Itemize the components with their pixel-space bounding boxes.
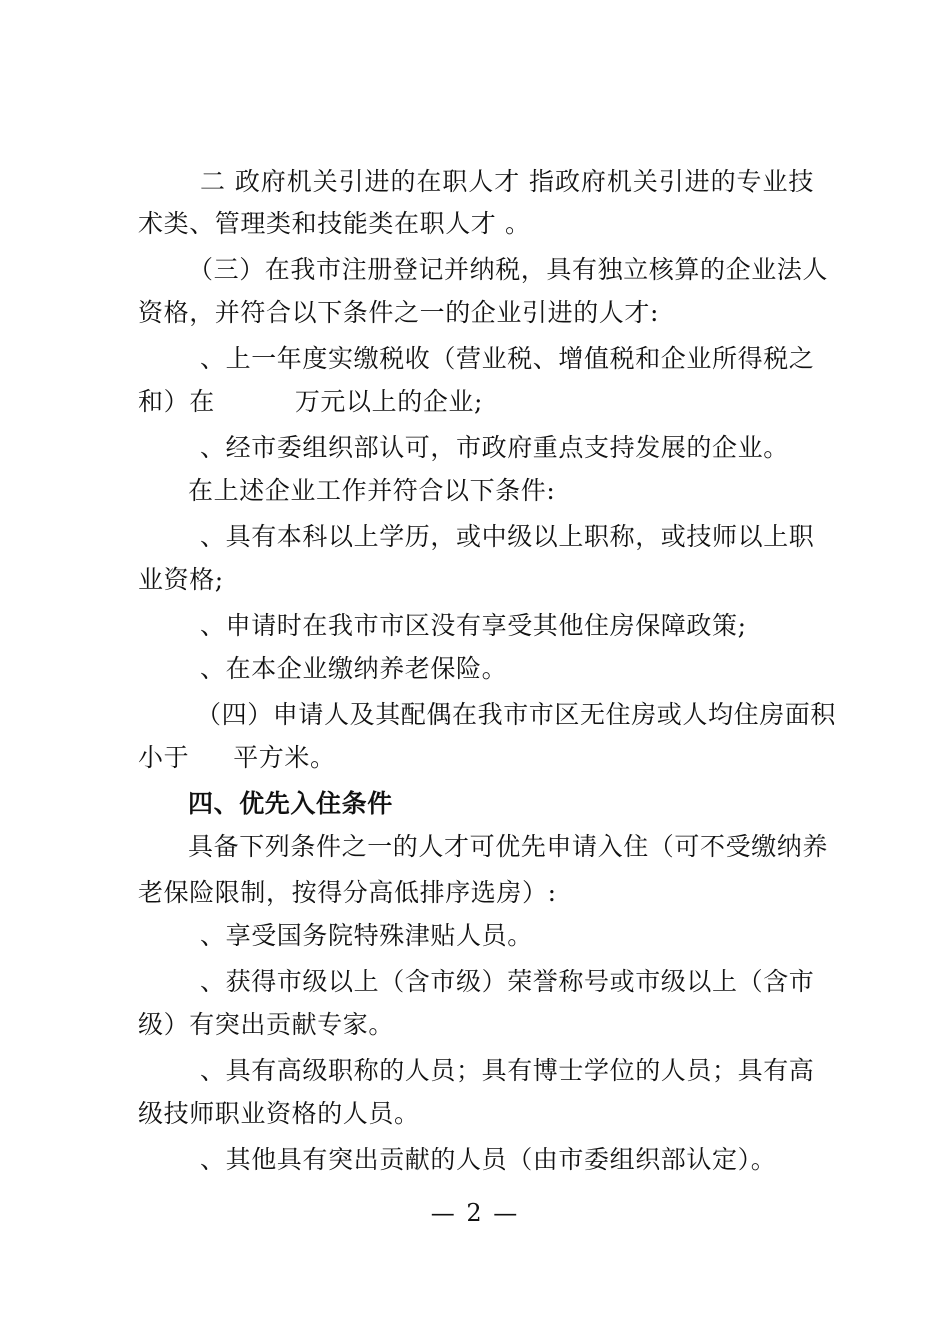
text-line: 、享受国务院特殊津贴人员。 (200, 921, 533, 950)
text-line: 、申请时在我市市区没有享受其他住房保障政策; (200, 611, 747, 640)
text-line: 小于 平方米。 (138, 743, 336, 772)
text-line: 、其他具有突出贡献的人员（由市委组织部认定）。 (200, 1145, 777, 1174)
text-line: 和）在 万元以上的企业; (138, 387, 484, 416)
text-line: 、在本企业缴纳养老保险。 (200, 654, 508, 683)
text-line: 资格，并符合以下条件之一的企业引进的人才: (138, 298, 660, 327)
text-line: 、获得市级以上（含市级）荣誉称号或市级以上（含市 (200, 967, 815, 996)
text-line: 级）有突出贡献专家。 (138, 1010, 395, 1039)
text-line: 、具有本科以上学历，或中级以上职称，或技师以上职 (200, 522, 815, 551)
text-line: （四）申请人及其配偶在我市市区无住房或人均住房面积 (196, 700, 837, 729)
page-number: — 2 — (430, 1199, 520, 1227)
text-line: 二 政府机关引进的在职人才 指政府机关引进的专业技 (200, 167, 814, 196)
text-line: 级技师职业资格的人员。 (138, 1099, 420, 1128)
text-line: （三）在我市注册登记并纳税，具有独立核算的企业法人 (188, 255, 829, 284)
text-line: 业资格; (138, 565, 224, 594)
text-line: 具备下列条件之一的人才可优先申请入住（可不受缴纳养 (188, 832, 829, 861)
text-line: 、经市委组织部认可，市政府重点支持发展的企业。 (200, 433, 789, 462)
text-line: 、上一年度实缴税收（营业税、增值税和企业所得税之 (200, 344, 815, 373)
text-line: 术类、管理类和技能类在职人才 。 (138, 209, 531, 238)
text-line: 老保险限制，按得分高低排序选房）: (138, 878, 557, 907)
text-line: 、具有高级职称的人员；具有博士学位的人员；具有高 (200, 1056, 815, 1085)
section-heading: 四、优先入住条件 (188, 789, 393, 818)
text-line: 在上述企业工作并符合以下条件: (188, 476, 556, 505)
